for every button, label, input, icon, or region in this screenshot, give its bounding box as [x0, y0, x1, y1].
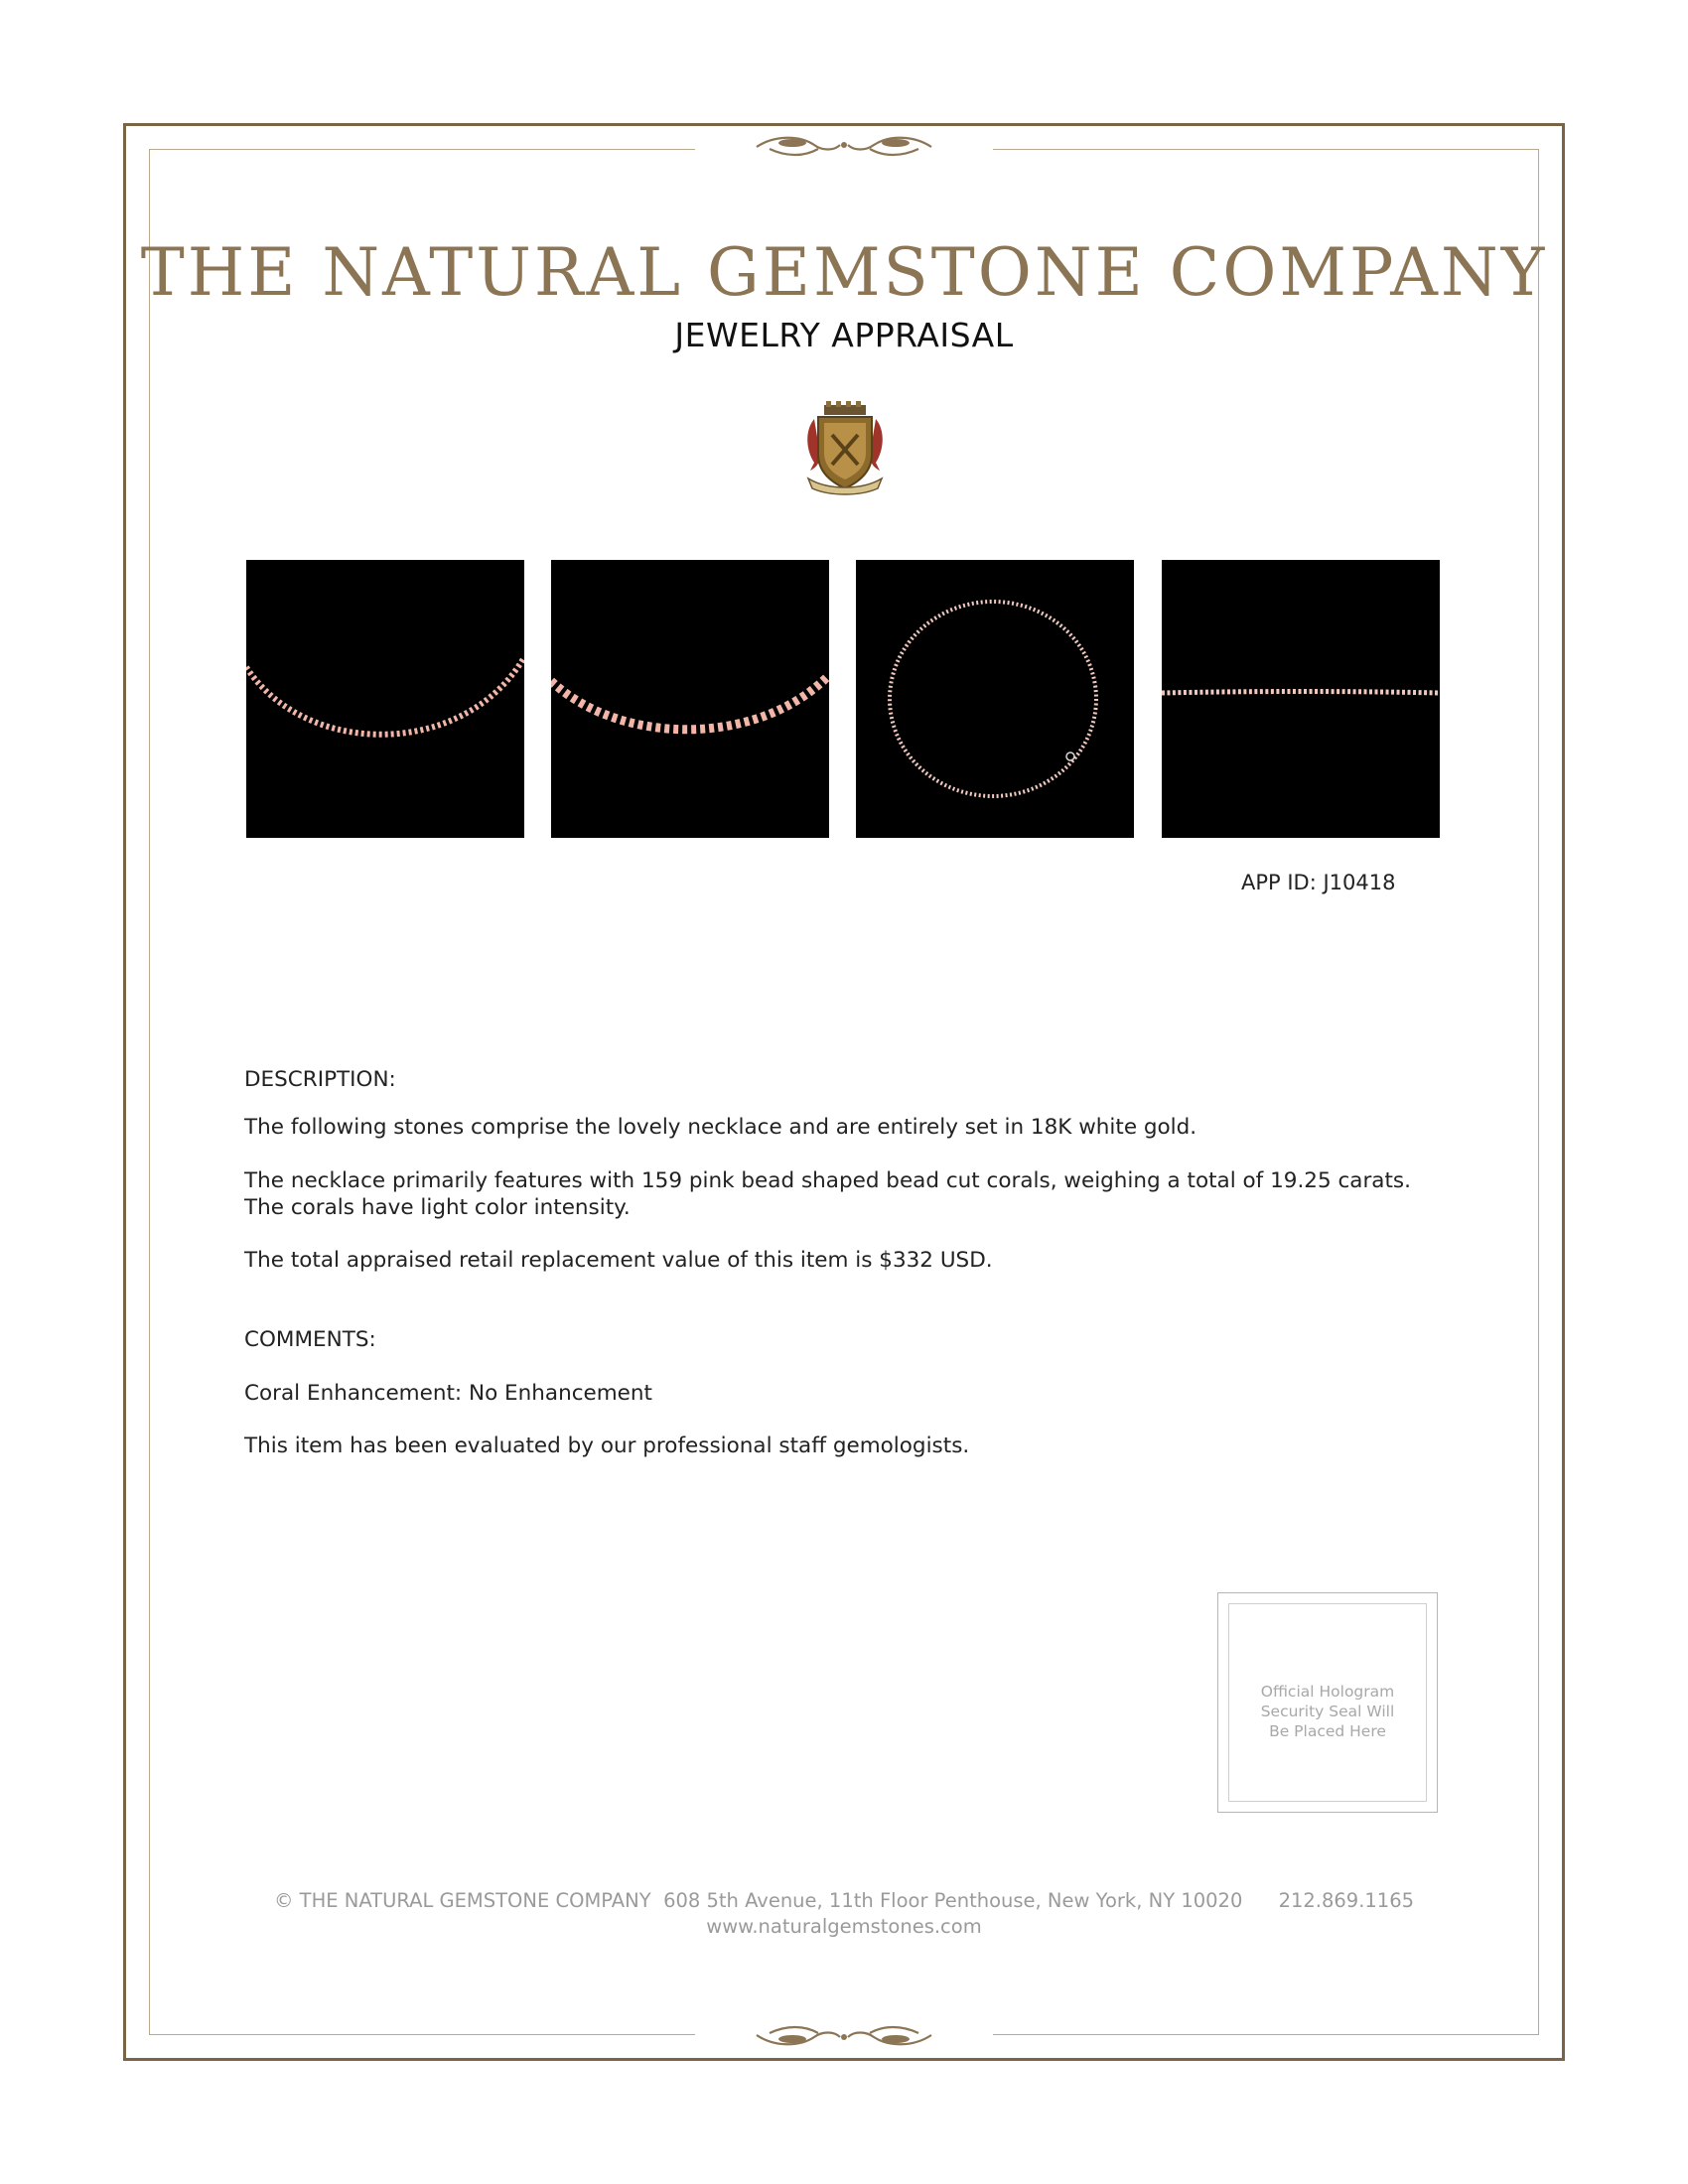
- necklace-photo-1: [246, 560, 524, 838]
- description-paragraph: The total appraised retail replacement value of this item is $332 USD.: [244, 1248, 993, 1273]
- hologram-line: Security Seal Will: [1260, 1703, 1395, 1720]
- hologram-line: Be Placed Here: [1269, 1722, 1386, 1740]
- hologram-placeholder: [1217, 1592, 1438, 1813]
- ornament-flourish-icon: [695, 127, 993, 167]
- photo-gallery: [0, 560, 1688, 838]
- footer-contact: [0, 1889, 1688, 1912]
- footer-copyright: © THE NATURAL GEMSTONE COMPANY: [273, 1889, 651, 1912]
- footer-website[interactable]: www.naturalgemstones.com: [706, 1915, 982, 1938]
- comment-item: Coral Enhancement: No Enhancement: [244, 1381, 652, 1406]
- hologram-line: Official Hologram: [1260, 1683, 1395, 1701]
- necklace-photo-2: [551, 560, 829, 838]
- comments-label: COMMENTS:: [244, 1327, 376, 1352]
- app-id: APP ID: J10418: [1241, 871, 1396, 894]
- description-paragraph: The following stones comprise the lovely necklace and are entirely set in 18K white gold.: [244, 1115, 1197, 1140]
- crest-shield-icon: [800, 401, 890, 496]
- description-paragraph: The necklace primarily features with 159 pink bead shaped bead cut corals, weighing a total of 19.25 carats. The corals have light color intensity.: [244, 1168, 1411, 1220]
- footer-address: 608 5th Avenue, 11th Floor Penthouse, New York, NY 10020: [663, 1889, 1243, 1912]
- company-name: THE NATURAL GEMSTONE COMPANY: [140, 234, 1548, 311]
- necklace-photo-4: [1162, 560, 1440, 838]
- necklace-photo-3: [856, 560, 1134, 838]
- comment-item: This item has been evaluated by our professional staff gemologists.: [244, 1433, 970, 1458]
- document-type: JEWELRY APPRAISAL: [674, 316, 1014, 354]
- description-label: DESCRIPTION:: [244, 1067, 396, 1092]
- hologram-inner-border: [1228, 1603, 1427, 1802]
- footer-phone: 212.869.1165: [1278, 1889, 1415, 1912]
- ornament-flourish-icon: [695, 2015, 993, 2055]
- hologram-text: [1229, 1682, 1426, 1741]
